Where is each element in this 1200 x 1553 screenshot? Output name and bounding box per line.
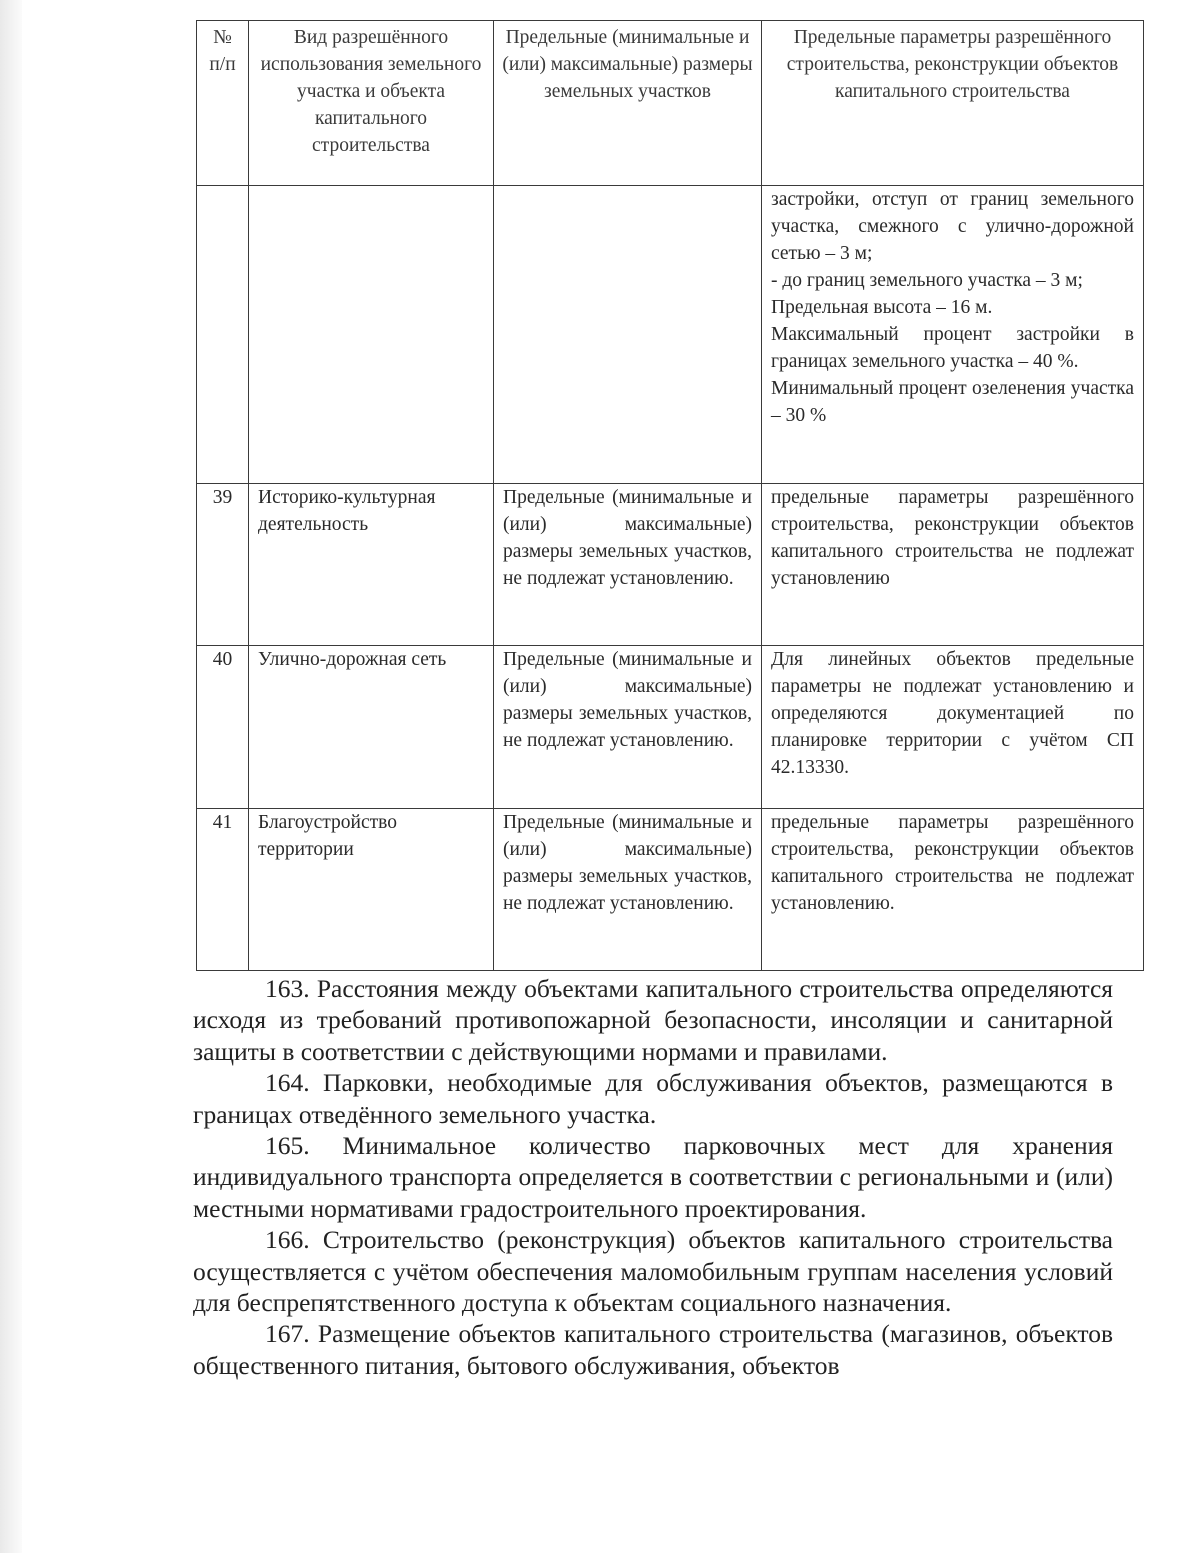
- cell-use-type: Благоустройство территории: [249, 809, 494, 971]
- param-line: - до границ земельного участка – 3 м;: [771, 270, 1083, 291]
- param-line: Предельная высота – 16 м.: [771, 297, 993, 318]
- header-use-type: Вид разрешённого использования земельного участка и объекта капитального строительства: [249, 21, 494, 186]
- paragraph-166: 166. Строительство (реконструкция) объектов капитального строительства осуществляется с учётом обеспечения маломобильным группам населения условий для беспрепятственного доступа к объектам социального назначения.: [193, 1225, 1113, 1318]
- table-row-continuation: [197, 186, 1144, 484]
- header-build-params: Предельные параметры разрешённого строительства, реконструкции объектов капитального строительства: [762, 21, 1144, 186]
- cell-plot-sizes: Предельные (минимальные и (или) максимальные) размеры земельных участков, не подлежат установлению.: [494, 809, 762, 971]
- cell-use-type: Улично-дорожная сеть: [249, 646, 494, 809]
- cell-build-params: Для линейных объектов предельные параметры не подлежат установлению и определяются документацией по планировке территории с учётом СП 42.13330.: [762, 646, 1144, 809]
- table-row: [197, 646, 1144, 809]
- paragraph-165: 165. Минимальное количество парковочных мест для хранения индивидуального транспорта определяется в соответствии с региональными и (или) местными нормативами градостроительного проектирования.: [193, 1131, 1113, 1223]
- cell-plot-sizes: [494, 186, 762, 484]
- param-line: Минимальный процент озеленения участка – 30 %: [771, 378, 1134, 426]
- cell-use-type: [249, 186, 494, 484]
- cell-plot-sizes: Предельные (минимальные и (или) максимальные) размеры земельных участков, не подлежат установлению.: [494, 484, 762, 646]
- cell-build-params: предельные параметры разрешённого строительства, реконструкции объектов капитального строительства не подлежат установлению.: [762, 809, 1144, 971]
- paragraph-167: 167. Размещение объектов капитального строительства (магазинов, объектов общественного питания, бытового обслуживания, объектов: [193, 1319, 1113, 1380]
- cell-number: 40: [197, 646, 249, 809]
- cell-number: 41: [197, 809, 249, 971]
- cell-build-params: предельные параметры разрешённого строительства, реконструкции объектов капитального строительства не подлежат установлению: [762, 484, 1144, 646]
- scan-shadow-edge: [0, 0, 22, 1553]
- table-header-row: [197, 21, 1144, 186]
- paragraph-164: 164. Парковки, необходимые для обслуживания объектов, размещаются в границах отведённого земельного участка.: [193, 1068, 1113, 1129]
- cell-number: 39: [197, 484, 249, 646]
- paragraph-163: 163. Расстояния между объектами капитального строительства определяются исходя из требований противопожарной безопасности, инсоляции и санитарной защиты в соответствии с действующими нормами и правилами.: [193, 974, 1113, 1066]
- cell-number: [197, 186, 249, 484]
- document-body: [193, 973, 1113, 1381]
- param-line: Максимальный процент застройки в границах земельного участка – 40 %.: [771, 324, 1134, 372]
- table-row: [197, 484, 1144, 646]
- cell-build-params: [762, 186, 1144, 484]
- cell-plot-sizes: Предельные (минимальные и (или) максимальные) размеры земельных участков, не подлежат установлению.: [494, 646, 762, 809]
- header-number: № п/п: [197, 21, 249, 186]
- param-line: застройки, отступ от границ земельного участка, смежного с улично-дорожной сетью – 3 м;: [771, 189, 1134, 264]
- cell-use-type: Историко-культурная деятельность: [249, 484, 494, 646]
- header-plot-sizes: Предельные (минимальные и (или) максимальные) размеры земельных участков: [494, 21, 762, 186]
- table-row: [197, 809, 1144, 971]
- zoning-parameters-table: [196, 20, 1144, 971]
